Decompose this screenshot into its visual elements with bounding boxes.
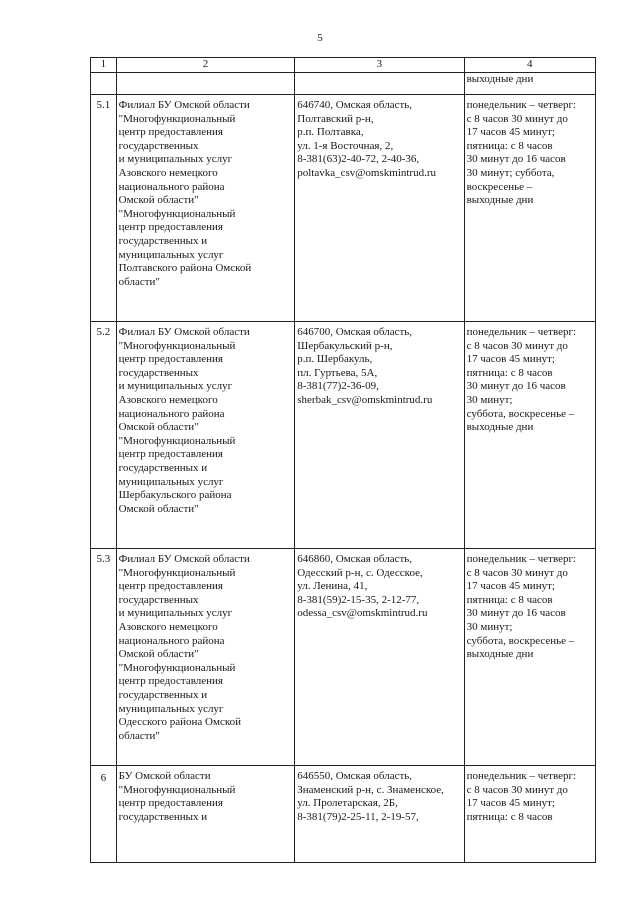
text-line: 646860, Омская область,	[297, 553, 413, 565]
address-contacts	[295, 549, 464, 766]
text-line: 17 часов 45 минут;	[466, 580, 555, 593]
text-line: понедельник – четверг:	[466, 326, 577, 338]
text-line: "Многофункциональный	[118, 661, 236, 674]
text-line: с 8 часов 30 минут до	[466, 566, 568, 579]
text-line: с 8 часов 30 минут до	[466, 783, 568, 796]
text-line: муниципальных услуг	[118, 475, 224, 488]
organization-name	[116, 549, 295, 766]
text-line: "Многофункциональный	[118, 783, 236, 796]
text-line: 30 минут до 16 часов	[466, 607, 566, 620]
working-hours	[464, 766, 595, 863]
text-line: 646700, Омская область,	[297, 326, 413, 338]
text-line: odessa_csv@omskmintrud.ru	[297, 607, 428, 620]
text-line: выходные дни	[466, 648, 534, 661]
continuation-row	[91, 73, 596, 95]
text-line: воскресенье –	[466, 180, 533, 193]
text-line: Азовского немецкого	[118, 166, 218, 179]
text-line: Шербакульский р-н,	[297, 339, 393, 352]
text-line: центр предоставления	[118, 126, 223, 139]
text-line: центр предоставления	[118, 675, 223, 688]
text-line: и муниципальных услуг	[118, 380, 233, 393]
text-line: Одесский р-н, с. Одесское,	[297, 566, 423, 579]
row-number: 5.1	[91, 95, 117, 322]
table-row	[91, 322, 596, 549]
page-number: 5	[317, 32, 323, 44]
text-line: Шербакульского района	[118, 489, 232, 502]
text-line: национального района	[118, 634, 225, 647]
text-line: Полтавский р-н,	[297, 112, 374, 125]
text-line: государственных и	[118, 461, 208, 474]
text-line: poltavka_csv@omskmintrud.ru	[297, 166, 437, 179]
table-row	[91, 766, 596, 863]
text-line: "Многофункциональный	[118, 566, 236, 579]
working-hours	[464, 322, 595, 549]
text-line: 646740, Омская область,	[297, 99, 413, 111]
text-line: р.п. Полтавка,	[297, 126, 364, 139]
text-line: выходные дни	[466, 421, 534, 434]
text-line: национального района	[118, 407, 225, 420]
organization-name	[116, 766, 295, 863]
text-line: 8-381(79)2-25-11, 2-19-57,	[297, 810, 419, 823]
text-line: с 8 часов 30 минут до	[466, 112, 568, 125]
text-line: Омской области"	[118, 421, 199, 434]
text-line: Азовского немецкого	[118, 393, 218, 406]
text-line: "Многофункциональный	[118, 434, 236, 447]
text-line: Филиал БУ Омской области	[118, 326, 250, 338]
text-line: ул. Пролетарская, 2Б,	[297, 797, 398, 810]
text-line: Одесского района Омской	[118, 716, 241, 729]
mfc-offices-table	[90, 57, 596, 863]
text-line: пятница: с 8 часов	[466, 139, 553, 152]
text-line: с 8 часов 30 минут до	[466, 339, 568, 352]
text-line: суббота, воскресенье –	[466, 407, 575, 420]
text-line: пятница: с 8 часов	[466, 593, 553, 606]
text-line: государственных и	[118, 234, 208, 247]
text-line: области"	[118, 275, 160, 288]
organization-name	[116, 322, 295, 549]
text-line: 17 часов 45 минут;	[466, 126, 555, 139]
text-line: муниципальных услуг	[118, 248, 224, 261]
text-line: выходные дни	[466, 73, 534, 85]
text-line: суббота, воскресенье –	[466, 634, 575, 647]
text-line: 30 минут;	[466, 620, 513, 633]
text-line: 17 часов 45 минут;	[466, 353, 555, 366]
row-number: 6	[91, 766, 117, 863]
text-line: Омской области"	[118, 502, 199, 515]
table-row	[91, 549, 596, 766]
text-line: понедельник – четверг:	[466, 770, 577, 782]
text-line: центр предоставления	[118, 448, 223, 461]
text-line: государственных	[118, 366, 199, 379]
text-line: Филиал БУ Омской области	[118, 553, 250, 565]
text-line: пятница: с 8 часов	[466, 366, 553, 379]
text-line: пл. Гуртьева, 5А,	[297, 366, 378, 379]
text-line: области"	[118, 729, 160, 742]
text-line: Филиал БУ Омской области	[118, 99, 250, 111]
text-line: 30 минут до 16 часов	[466, 380, 566, 393]
working-hours	[464, 95, 595, 322]
column-2-number: 2	[116, 58, 295, 73]
text-line: Полтавского района Омской	[118, 262, 252, 275]
continuation-number-cell	[91, 73, 117, 95]
table-row	[91, 95, 596, 322]
text-line: 17 часов 45 минут;	[466, 797, 555, 810]
column-number-row	[91, 58, 596, 73]
address-contacts	[295, 766, 464, 863]
address-contacts	[295, 322, 464, 549]
text-line: 8-381(63)2-40-72, 2-40-36,	[297, 153, 420, 166]
text-line: ул. Ленина, 41,	[297, 580, 368, 593]
text-line: муниципальных услуг	[118, 702, 224, 715]
text-line: центр предоставления	[118, 353, 223, 366]
text-line: государственных и	[118, 688, 208, 701]
continuation-hours-cell	[464, 73, 595, 95]
text-line: "Многофункциональный	[118, 112, 236, 125]
text-line: 8-381(77)2-36-09,	[297, 380, 379, 393]
column-3-number: 3	[295, 58, 464, 73]
text-line: 30 минут до 16 часов	[466, 153, 566, 166]
text-line: Омской области"	[118, 648, 199, 661]
text-line: и муниципальных услуг	[118, 607, 233, 620]
text-line: государственных	[118, 139, 199, 152]
row-number: 5.2	[91, 322, 117, 549]
text-line: государственных	[118, 593, 199, 606]
text-line: понедельник – четверг:	[466, 99, 577, 111]
text-line: выходные дни	[466, 194, 534, 207]
text-line: центр предоставления	[118, 580, 223, 593]
text-line: 646550, Омская область,	[297, 770, 413, 782]
text-line: центр предоставления	[118, 221, 223, 234]
text-line: 30 минут; суббота,	[466, 166, 555, 179]
column-4-number: 4	[464, 58, 595, 73]
text-line: понедельник – четверг:	[466, 553, 577, 565]
column-1-number: 1	[91, 58, 117, 73]
text-line: Азовского немецкого	[118, 620, 218, 633]
text-line: 30 минут;	[466, 393, 513, 406]
text-line: "Многофункциональный	[118, 339, 236, 352]
text-line: центр предоставления	[118, 797, 223, 810]
text-line: р.п. Шербакуль,	[297, 353, 373, 366]
text-line: государственных и	[118, 810, 208, 823]
text-line: и муниципальных услуг	[118, 153, 233, 166]
text-line: Омской области"	[118, 194, 199, 207]
row-number: 5.3	[91, 549, 117, 766]
organization-name	[116, 95, 295, 322]
working-hours	[464, 549, 595, 766]
address-contacts	[295, 95, 464, 322]
text-line: пятница: с 8 часов	[466, 810, 553, 823]
text-line: ул. 1-я Восточная, 2,	[297, 139, 394, 152]
text-line: 8-381(59)2-15-35, 2-12-77,	[297, 593, 420, 606]
text-line: БУ Омской области	[118, 770, 211, 782]
text-line: "Многофункциональный	[118, 207, 236, 220]
text-line: sherbak_csv@omskmintrud.ru	[297, 393, 433, 406]
text-line: Знаменский р-н, с. Знаменское,	[297, 783, 444, 796]
continuation-name-cell	[116, 73, 295, 95]
continuation-address-cell	[295, 73, 464, 95]
text-line: национального района	[118, 180, 225, 193]
